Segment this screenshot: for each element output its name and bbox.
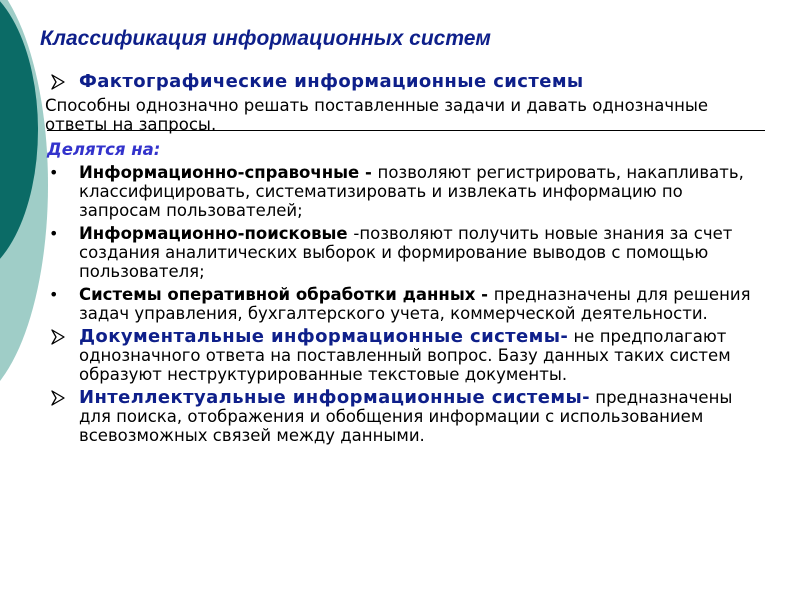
slide-title: Классификация информационных систем <box>40 27 491 50</box>
bullet-term: Информационно-справочные - <box>79 163 378 182</box>
section-heading: Документальные информационные системы- <box>79 326 569 347</box>
bullet-term: Информационно-поисковые <box>79 224 354 243</box>
slide-content <box>47 70 767 445</box>
section-intellectual <box>47 388 767 445</box>
section-heading: Фактографические информационные системы <box>79 71 584 92</box>
section-documentary <box>47 327 767 384</box>
divide-label: Делятся на: <box>47 139 161 159</box>
section-description: Способны однозначно решать поставленные задачи и давать однозначные ответы на запросы. <box>45 95 709 134</box>
section-text: не предполагают однозначного ответа на поставленный вопрос. Базу данных таких систем образуют неструктурированные текстовые документы. <box>79 327 731 384</box>
bullet-text: позволяют регистрировать, накапливать, классифицировать, систематизировать и извлекать информацию по запросам пользователей; <box>79 163 744 220</box>
dot-bullet-icon: • <box>49 224 59 243</box>
list-item <box>47 163 767 220</box>
section-factographic <box>47 72 767 92</box>
dot-bullet-icon: • <box>49 163 59 182</box>
section-heading: Интеллектуальные информационные системы- <box>79 387 591 408</box>
dot-bullet-icon: • <box>49 285 59 304</box>
hollow-arrow-bullet-icon <box>49 73 67 91</box>
list-item <box>47 285 767 323</box>
section-text: предназначены для поиска, отображения и обобщения информации с использованием всевозможных связей между данными. <box>79 388 733 445</box>
hollow-arrow-bullet-icon <box>49 328 67 346</box>
bullet-text: предназначены для решения задач управления, бухгалтерского учета, коммерческой деятельности. <box>79 285 751 323</box>
bullet-text: -позволяют получить новые знания за счет создания аналитических выборок и формирование выводов с помощью пользователя; <box>79 224 733 281</box>
bullet-term: Системы оперативной обработки данных - <box>79 285 494 304</box>
hollow-arrow-bullet-icon <box>49 389 67 407</box>
list-item <box>47 224 767 281</box>
